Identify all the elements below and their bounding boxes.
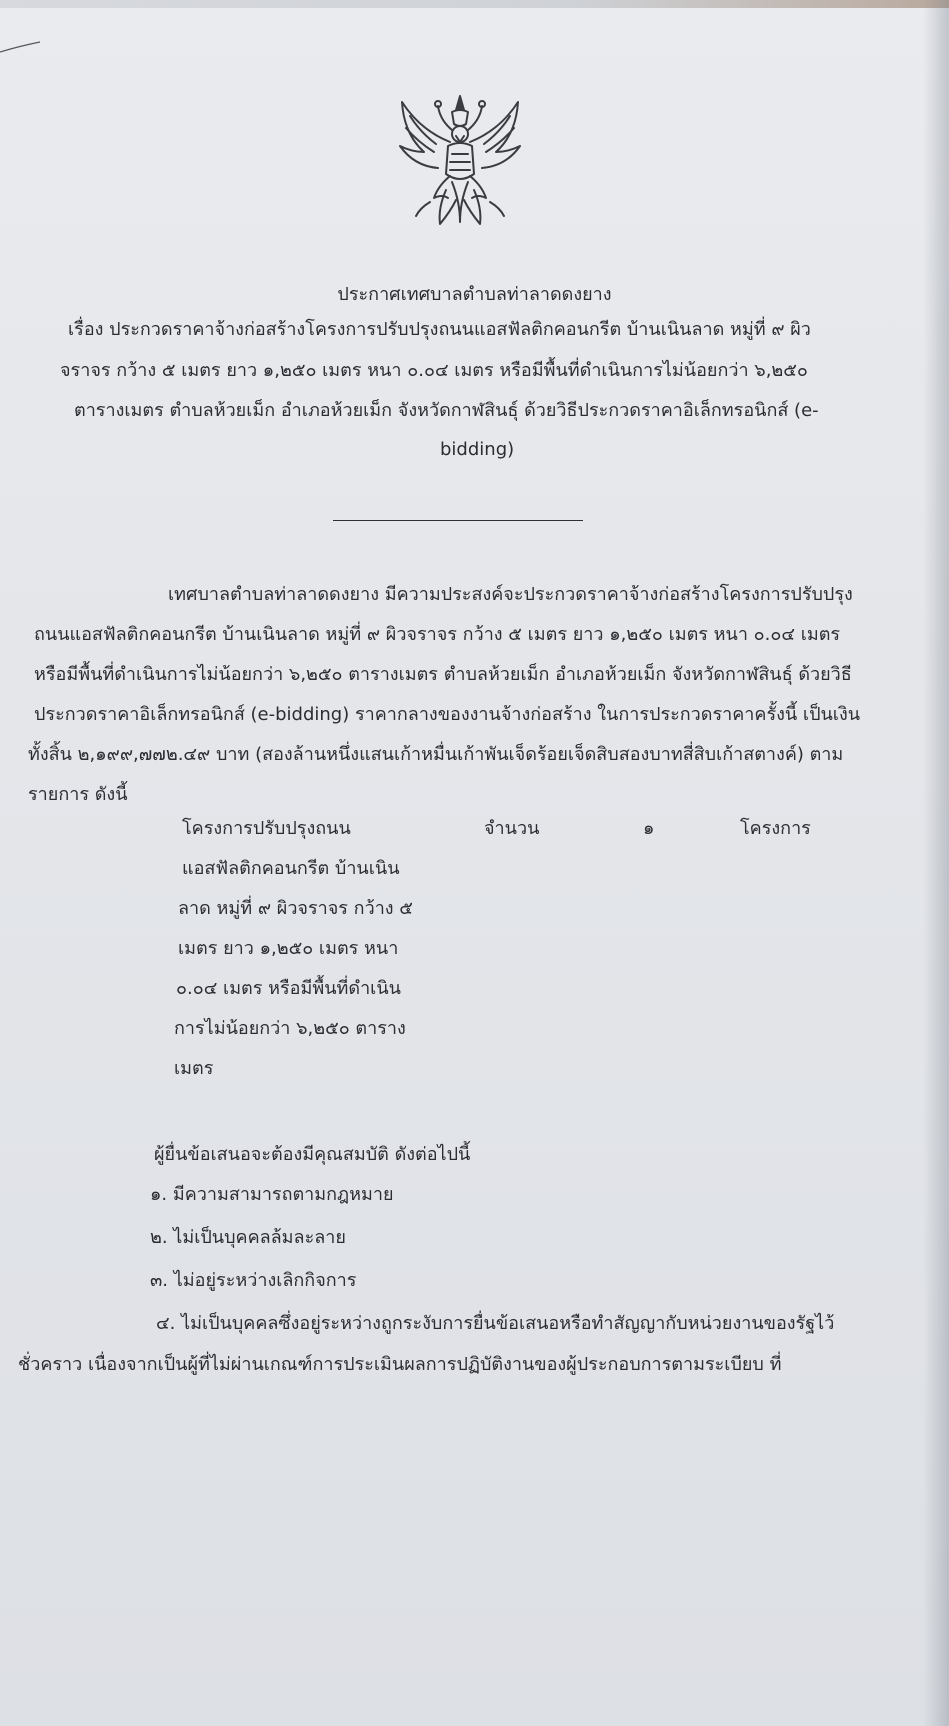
item-desc-3: ลาด หมู่ที่ ๙ ผิวจราจร กว้าง ๕ [178, 898, 413, 919]
body-line-6: รายการ ดังนี้ [28, 784, 128, 805]
item-desc-5: ๐.๐๔ เมตร หรือมีพื้นที่ดำเนิน [176, 978, 401, 999]
announcement-title: ประกาศเทศบาลตำบลท่าลาดดงยาง [337, 284, 612, 305]
subject-line-2: จราจร กว้าง ๕ เมตร ยาว ๑,๒๕๐ เมตร หนา ๐.๐๔ เมตร หรือมีพื้นที่ดำเนินการไม่น้อยกว่า ๖,๒๕๐ [60, 360, 808, 381]
qualification-1: ๑. มีความสามารถตามกฎหมาย [150, 1184, 394, 1205]
subject-line-3: ตารางเมตร ตำบลห้วยเม็ก อำเภอห้วยเม็ก จังหวัดกาฬสินธุ์ ด้วยวิธีประกวดราคาอิเล็กทรอนิกส์ (e- [74, 400, 819, 421]
garuda-emblem-icon [390, 90, 530, 230]
item-desc-2: แอสฟัลติกคอนกรีต บ้านเนิน [182, 858, 400, 879]
qualification-3: ๓. ไม่อยู่ระหว่างเลิกกิจการ [150, 1270, 357, 1291]
item-unit: โครงการ [740, 818, 811, 839]
item-desc-1: โครงการปรับปรุงถนน [182, 818, 351, 839]
body-line-1: เทศบาลตำบลท่าลาดดงยาง มีความประสงค์จะประกวดราคาจ้างก่อสร้างโครงการปรับปรุง [168, 584, 853, 605]
item-desc-7: เมตร [174, 1058, 214, 1079]
paper-top-edge [0, 0, 949, 8]
pen-mark [0, 30, 60, 60]
paper-shadow [923, 0, 949, 1726]
body-line-3: หรือมีพื้นที่ดำเนินการไม่น้อยกว่า ๖,๒๕๐ ตารางเมตร ตำบลห้วยเม็ก อำเภอห้วยเม็ก จังหวัดกาฬสินธุ์ ด้วยวิธี [34, 664, 852, 685]
header-divider [333, 520, 583, 521]
body-line-5: ทั้งสิ้น ๒,๑๙๙,๗๗๒.๔๙ บาท (สองล้านหนึ่งแสนเก้าหมื่นเก้าพันเจ็ดร้อยเจ็ดสิบสองบาทสี่สิบเก้าสตางค์) ตาม [28, 744, 844, 765]
subject-line-4: bidding) [440, 439, 515, 460]
item-desc-4: เมตร ยาว ๑,๒๕๐ เมตร หนา [178, 938, 399, 959]
item-quantity-label: จำนวน [484, 818, 540, 839]
item-desc-6: การไม่น้อยกว่า ๖,๒๕๐ ตาราง [174, 1018, 406, 1039]
qualification-2: ๒. ไม่เป็นบุคคลล้มละลาย [150, 1227, 346, 1248]
qualifications-heading: ผู้ยื่นข้อเสนอจะต้องมีคุณสมบัติ ดังต่อไปนี้ [154, 1144, 471, 1165]
subject-line-1: เรื่อง ประกวดราคาจ้างก่อสร้างโครงการปรับปรุงถนนแอสฟัลติกคอนกรีต บ้านเนินลาด หมู่ที่ ๙ ผิว [68, 319, 811, 340]
body-line-4: ประกวดราคาอิเล็กทรอนิกส์ (e-bidding) ราคากลางของงานจ้างก่อสร้าง ในการประกวดราคาครั้งนี้ เป็นเงิน [34, 704, 861, 725]
qualification-4: ๔. ไม่เป็นบุคคลซึ่งอยู่ระหว่างถูกระงับการยื่นข้อเสนอหรือทำสัญญากับหน่วยงานของรัฐไว้ [156, 1313, 835, 1334]
body-line-2: ถนนแอสฟัลติกคอนกรีต บ้านเนินลาด หมู่ที่ ๙ ผิวจราจร กว้าง ๕ เมตร ยาว ๑,๒๕๐ เมตร หนา ๐.๐๔ เมตร [34, 624, 841, 645]
qualification-4-continuation: ชั่วคราว เนื่องจากเป็นผู้ที่ไม่ผ่านเกณฑ์การประเมินผลการปฏิบัติงานของผู้ประกอบการตามระเบียบ ที่ [18, 1354, 782, 1375]
item-quantity: ๑ [643, 818, 655, 839]
